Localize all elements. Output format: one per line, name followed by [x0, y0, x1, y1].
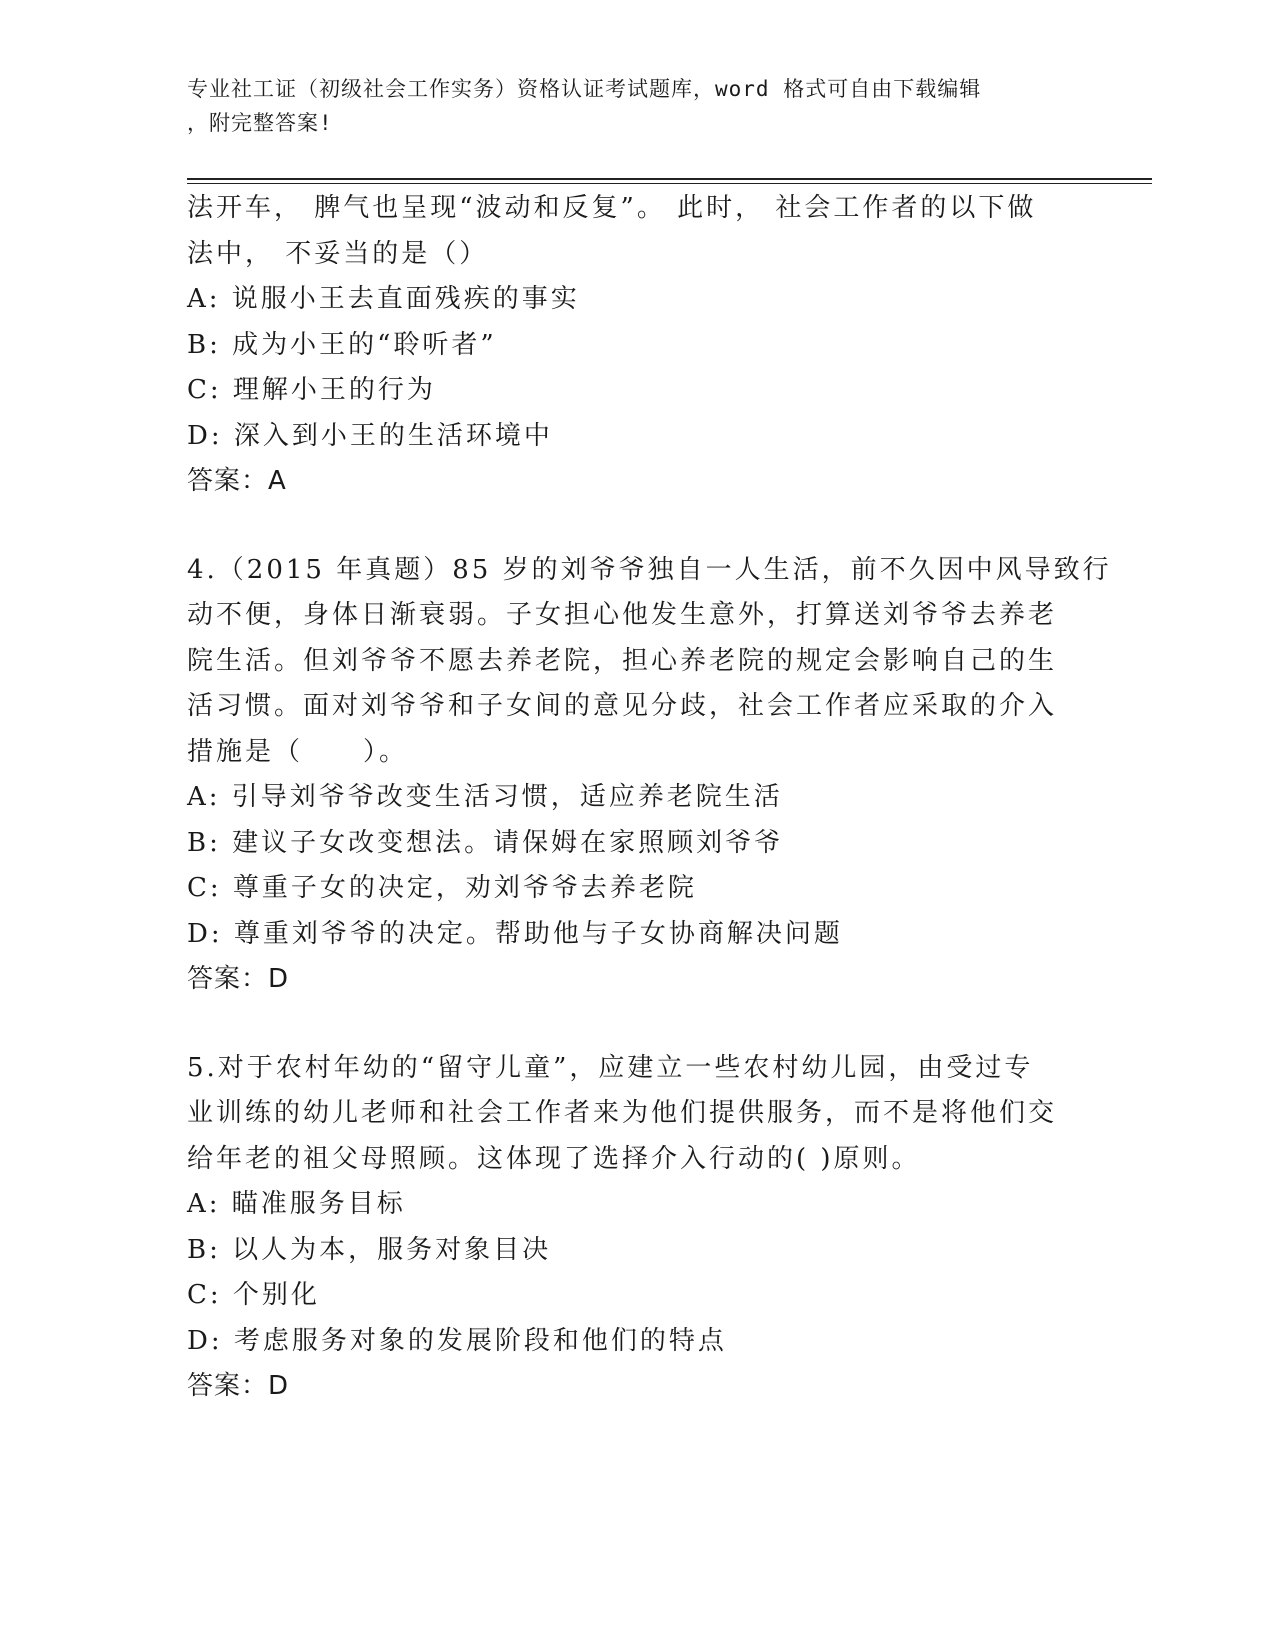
- question-stem-line: 法开车， 脾气也呈现“波动和反复”。 此时， 社会工作者的以下做: [187, 193, 1037, 223]
- question-stem-line: 4.（2015 年真题）85 岁的刘爷爷独自一人生活，前不久因中风导致行: [187, 554, 1112, 585]
- question-stem-line: 动不便，身体日渐衰弱。子女担心他发生意外，打算送刘爷爷去养老: [187, 600, 1058, 630]
- option-b: B: 以人为本，服务对象目决: [187, 1234, 552, 1265]
- question-stem-line: [187, 730, 1087, 776]
- stem-text-before-blank: 措施是（: [187, 736, 304, 767]
- option-c: C: 个别化: [187, 1280, 320, 1310]
- question-stem-line: 5.对于农村年幼的“留守儿童”，应建立一些农村幼儿园，由受过专: [187, 1052, 1034, 1083]
- question-stem-line: 法中， 不妥当的是（）: [187, 238, 489, 269]
- question-5: [187, 1046, 1087, 1410]
- stem-text-after-blank: ）。: [363, 736, 409, 767]
- option-d: D: 深入到小王的生活环境中: [187, 420, 553, 451]
- option-d: D: 考虑服务对象的发展阶段和他们的特点: [187, 1325, 727, 1356]
- option-c: C: 理解小王的行为: [187, 375, 436, 405]
- spacer: [187, 1003, 1087, 1046]
- answer-line: 答案：D: [187, 964, 290, 994]
- header-rule-thick: [187, 178, 1152, 180]
- option-b: B: 成为小王的“聆听者”: [187, 329, 497, 360]
- answer-line: 答案：A: [187, 466, 287, 496]
- spacer: [187, 505, 1087, 548]
- document-body: [187, 186, 1112, 1410]
- question-4: [187, 548, 1112, 1003]
- question-stem-line: 院生活。但刘爷爷不愿去养老院，担心养老院的规定会影响自己的生: [187, 645, 1058, 676]
- answer-line: 答案：D: [187, 1371, 290, 1401]
- option-c: C: 尊重子女的决定，劝刘爷爷去养老院: [187, 873, 697, 903]
- option-d: D: 尊重刘爷爷的决定。帮助他与子女协商解决问题: [187, 918, 843, 949]
- option-a: A: 瞄准服务目标: [187, 1189, 406, 1219]
- question-stem-line: 活习惯。面对刘爷爷和子女间的意见分歧，社会工作者应采取的介入: [187, 691, 1058, 721]
- header-rule-thin: [187, 183, 1152, 184]
- question-3: [187, 186, 1087, 505]
- document-header: [187, 72, 1067, 140]
- question-stem-line: 给年老的祖父母照顾。这体现了选择介入行动的( )原则。: [187, 1143, 921, 1174]
- option-b: B: 建议子女改变想法。请保姆在家照顾刘爷爷: [187, 827, 784, 858]
- question-stem-line: 业训练的幼儿老师和社会工作者来为他们提供服务，而不是将他们交: [187, 1098, 1058, 1128]
- option-a: A: 引导刘爷爷改变生活习惯，适应养老院生活: [187, 782, 783, 812]
- option-a: A: 说服小王去直面残疾的事实: [187, 284, 580, 314]
- header-line-1: 专业社工证（初级社会工作实务）资格认证考试题库，word 格式可自由下载编辑: [187, 77, 982, 101]
- header-line-2: ，附完整答案!: [187, 111, 333, 135]
